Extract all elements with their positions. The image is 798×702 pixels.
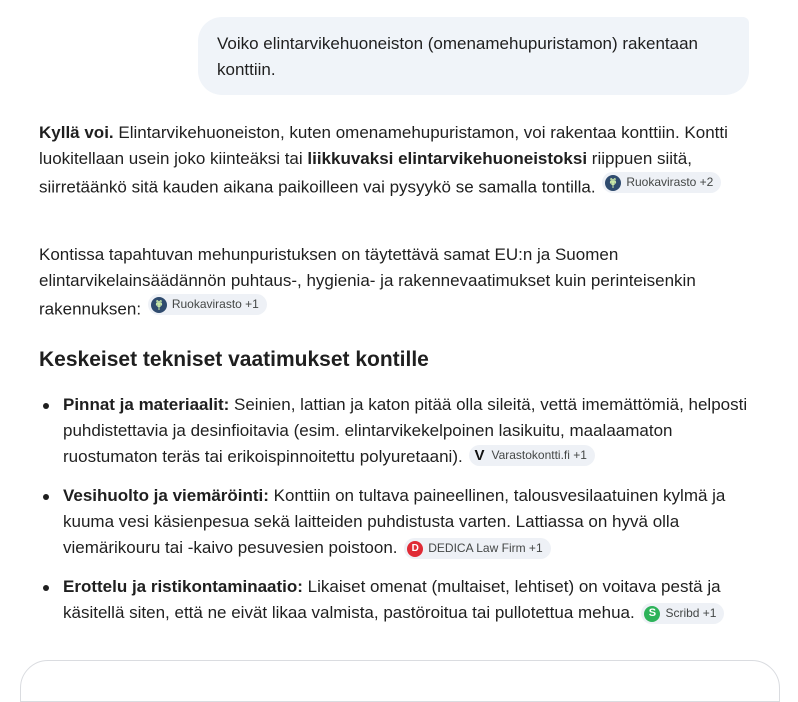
wheat-leaf-icon [605,175,621,191]
list-item-title: Vesihuolto ja viemäröinti: [63,486,269,505]
response-paragraph-1 [39,120,759,201]
source-chip-varastokontti[interactable] [469,445,595,466]
list-item-text: Likaiset omenat (multaiset, lehtiset) on voitava pestä ja käsitellä siten, että ne eivät likaa valmista, pastöroitua tai pullotettua mehua. [63,577,721,622]
paragraph-text: Kontissa tapahtuvan mehunpuristuksen on täytettävä samat EU:n ja Suomen elintarvikelainsäädännön puhtaus-, hygienia- ja rakennevaatimukset kuin perinteisenkin rakennuksen: [39,245,696,319]
highlight-term: liikkuvaksi elintarvikehuoneistoksi [307,149,588,168]
list-item-title: Pinnat ja materiaalit: [63,395,230,414]
source-chip-label: Varastokontti.fi +1 [491,448,587,462]
user-message-bubble [198,17,749,95]
user-message-text: Voiko elintarvikehuoneiston (omenamehupuristamon) rakentaan konttiin. [217,34,699,79]
source-chip-label: DEDICA Law Firm +1 [428,541,543,555]
answer-lead: Kyllä voi. [39,123,114,142]
v-logo-icon: V [474,447,485,464]
source-chip-dedica[interactable] [404,538,550,559]
source-chip-label: Scribd +1 [665,606,717,620]
list-item-text: Seinien, lattian ja katon pitää olla sileitä, vettä imemättömiä, helposti puhdistettavia ja desinfioitavia (esim. elintarvikekelpoinen lasikuitu, maalaamaton ruostumaton teräs tai erikoispinnoitettu polyuretaani). [63,395,748,466]
source-chip-label: Ruokavirasto +2 [626,175,714,189]
requirements-list [39,392,759,626]
dedica-logo-icon: D [407,541,423,557]
scribd-logo-icon: S [644,606,660,622]
paragraph-text: riippuen siitä, siirretäänkö sitä kauden aikana paikoilleen vai pysyykö se samalla tontilla. [39,149,692,197]
prompt-input-box[interactable] [20,660,780,702]
source-chip-scribd[interactable] [641,603,724,624]
response-paragraph-2 [39,242,759,323]
list-item-title: Erottelu ja ristikontaminaatio: [63,577,303,596]
list-item [39,574,759,626]
list-item-text: Konttiin on tultava paineellinen, talousvesilaatuinen kylmä ja kuuma vesi käsienpesua sekä laitteiden puhdistusta varten. Lattiassa on hyvä olla viemärikouru tai -kaivo pesuvesien poistoon. [63,486,726,557]
section-heading: Keskeiset tekniset vaatimukset kontille [39,348,429,371]
source-chip-ruokavirasto[interactable] [148,294,267,315]
source-chip-label: Ruokavirasto +1 [171,297,259,311]
paragraph-text: Elintarvikehuoneiston, kuten omenamehupuristamon, voi rakentaa konttiin. Kontti luokitellaan usein joko kiinteäksi tai [39,123,728,168]
source-chip-ruokavirasto[interactable] [602,172,721,193]
list-item [39,483,759,561]
list-item [39,392,759,470]
wheat-leaf-icon [151,297,167,313]
